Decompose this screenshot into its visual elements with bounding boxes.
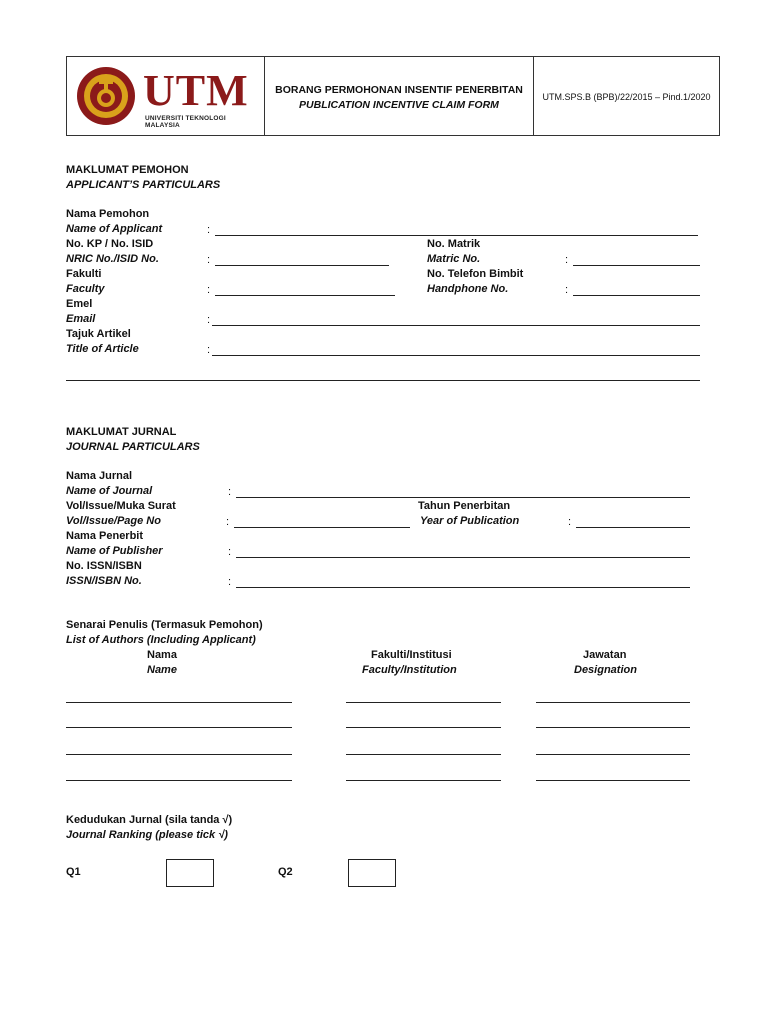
- matric-label-en: Matric No.: [427, 253, 481, 265]
- journal-name-label-en: Name of Journal: [66, 485, 153, 497]
- author-designation-field-2[interactable]: [536, 727, 690, 728]
- vol-label-en: Vol/Issue/Page No: [66, 515, 161, 527]
- q1-label: Q1: [66, 866, 81, 878]
- logo-wordmark: UTM: [143, 66, 249, 115]
- ic-label-en: NRIC No./ISID No.: [66, 253, 159, 265]
- article-title-field-line2[interactable]: [66, 380, 700, 381]
- colon: :: [207, 254, 211, 266]
- q2-checkbox[interactable]: [348, 859, 396, 887]
- colon: :: [568, 516, 572, 528]
- email-field[interactable]: [212, 325, 700, 326]
- applicant-name-label-en: Name of Applicant: [66, 223, 163, 235]
- author-name-field-2[interactable]: [66, 727, 292, 728]
- phone-field[interactable]: [573, 295, 700, 296]
- authors-section-title-en: List of Authors (Including Applicant): [66, 634, 256, 646]
- q1-checkbox[interactable]: [166, 859, 214, 887]
- q2-label: Q2: [278, 866, 293, 878]
- author-name-field-1[interactable]: [66, 702, 292, 703]
- author-name-field-4[interactable]: [66, 780, 292, 781]
- author-faculty-field-1[interactable]: [346, 702, 501, 703]
- logo-subtext: UNIVERSITI TEKNOLOGI MALAYSIA: [145, 115, 226, 129]
- applicant-section-title-en: APPLICANT’S PARTICULARS: [66, 179, 221, 191]
- year-label-ms: Tahun Penerbitan: [418, 500, 511, 512]
- colon: :: [228, 546, 232, 558]
- issn-field[interactable]: [236, 587, 690, 588]
- form-title-ms: BORANG PERMOHONAN INSENTIF PENERBITAN: [275, 84, 523, 96]
- journal-name-field[interactable]: [236, 497, 690, 498]
- publisher-label-ms: Nama Penerbit: [66, 530, 144, 542]
- year-label-en: Year of Publication: [420, 515, 520, 527]
- applicant-name-field[interactable]: [215, 235, 698, 236]
- colon: :: [207, 344, 211, 356]
- article-title-label-en: Title of Article: [66, 343, 139, 355]
- authors-section-title-ms: Senarai Penulis (Termasuk Pemohon): [66, 619, 263, 631]
- col-faculty-label-ms: Fakulti/Institusi: [371, 649, 452, 661]
- colon: :: [565, 284, 569, 296]
- journal-section-title-ms: MAKLUMAT JURNAL: [66, 426, 177, 438]
- colon: :: [207, 314, 211, 326]
- vol-field[interactable]: [234, 527, 410, 528]
- colon: :: [228, 576, 232, 588]
- colon: :: [565, 254, 569, 266]
- email-label-en: Email: [66, 313, 96, 325]
- ranking-section-title-en: Journal Ranking (please tick √): [66, 829, 228, 841]
- phone-label-ms: No. Telefon Bimbit: [427, 268, 524, 280]
- email-label-ms: Emel: [66, 298, 93, 310]
- form-code: UTM.SPS.B (BPB)/22/2015 – Pind.1/2020: [542, 92, 711, 102]
- col-name-label-ms: Nama: [147, 649, 177, 661]
- faculty-label-en: Faculty: [66, 283, 105, 295]
- author-designation-field-1[interactable]: [536, 702, 690, 703]
- logo-cell: [67, 57, 265, 135]
- colon: :: [207, 224, 211, 236]
- author-designation-field-4[interactable]: [536, 780, 690, 781]
- faculty-field[interactable]: [215, 295, 395, 296]
- matric-field[interactable]: [573, 265, 700, 266]
- year-field[interactable]: [576, 527, 690, 528]
- colon: :: [207, 284, 211, 296]
- col-name-label-en: Name: [147, 664, 177, 676]
- author-faculty-field-4[interactable]: [346, 780, 501, 781]
- applicant-name-label-ms: Nama Pemohon: [66, 208, 150, 220]
- issn-label-en: ISSN/ISBN No.: [66, 575, 142, 587]
- ic-label-ms: No. KP / No. ISID: [66, 238, 154, 250]
- col-designation-label-en: Designation: [574, 664, 637, 676]
- article-title-field[interactable]: [212, 355, 700, 356]
- colon: :: [226, 516, 230, 528]
- col-faculty-label-en: Faculty/Institution: [362, 664, 457, 676]
- author-faculty-field-3[interactable]: [346, 754, 501, 755]
- journal-section-title-en: JOURNAL PARTICULARS: [66, 441, 200, 453]
- article-title-label-ms: Tajuk Artikel: [66, 328, 131, 340]
- utm-crest-icon: [75, 65, 139, 127]
- title-cell: [265, 57, 534, 135]
- matric-label-ms: No. Matrik: [427, 238, 481, 250]
- publisher-field[interactable]: [236, 557, 690, 558]
- ranking-section-title-ms: Kedudukan Jurnal (sila tanda √): [66, 814, 233, 826]
- faculty-label-ms: Fakulti: [66, 268, 102, 280]
- form-header: [66, 56, 720, 136]
- phone-label-en: Handphone No.: [427, 283, 509, 295]
- colon: :: [228, 486, 232, 498]
- code-cell: [534, 57, 719, 135]
- ic-field[interactable]: [215, 265, 389, 266]
- col-designation-label-ms: Jawatan: [583, 649, 627, 661]
- applicant-section-title-ms: MAKLUMAT PEMOHON: [66, 164, 189, 176]
- author-designation-field-3[interactable]: [536, 754, 690, 755]
- vol-label-ms: Vol/Issue/Muka Surat: [66, 500, 176, 512]
- publisher-label-en: Name of Publisher: [66, 545, 163, 557]
- issn-label-ms: No. ISSN/ISBN: [66, 560, 142, 572]
- form-title-en: PUBLICATION INCENTIVE CLAIM FORM: [299, 99, 499, 111]
- author-faculty-field-2[interactable]: [346, 727, 501, 728]
- author-name-field-3[interactable]: [66, 754, 292, 755]
- journal-name-label-ms: Nama Jurnal: [66, 470, 133, 482]
- utm-logo: [75, 65, 257, 127]
